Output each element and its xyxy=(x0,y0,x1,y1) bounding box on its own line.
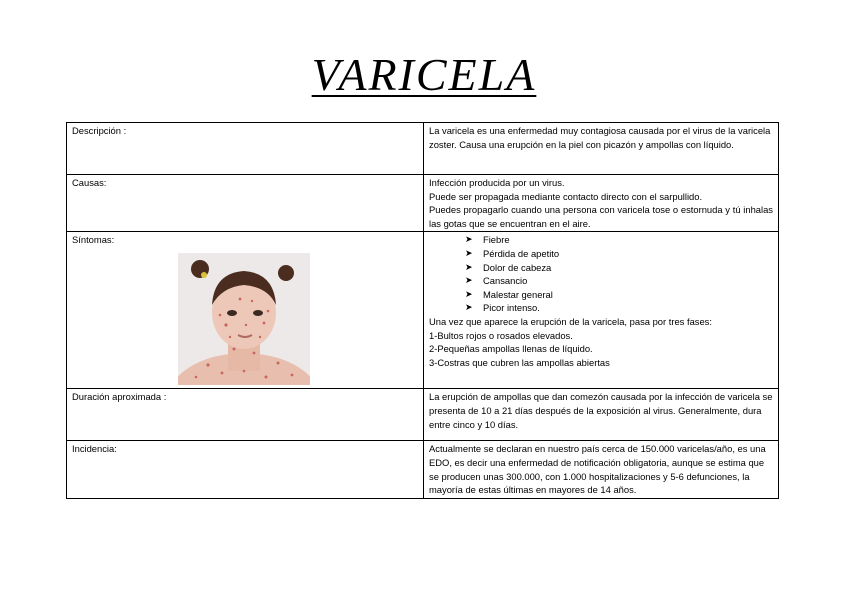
list-item: ➤ Pérdida de apetito xyxy=(465,247,560,259)
arrow-bullet-icon: ➤ xyxy=(465,302,473,313)
list-item: ➤ Cansancio xyxy=(465,275,528,287)
arrow-bullet-icon: ➤ xyxy=(465,275,473,286)
causas-line: Puedes propagarlo cuando una persona con varicela tose o estornuda y tú inhalas las gotas que se encuentran en el aire. xyxy=(429,204,773,229)
arrow-bullet-icon: ➤ xyxy=(465,261,473,272)
label-causas: Causas: xyxy=(67,175,424,232)
arrow-bullet-icon: ➤ xyxy=(465,288,473,299)
value-causas xyxy=(424,175,779,232)
sintomas-line: Una vez que aparece la erupción de la varicela, pasa por tres fases: xyxy=(429,315,712,327)
sintomas-line: 3-Costras que cubren las ampollas abiertas xyxy=(429,356,610,368)
row-descripcion xyxy=(67,123,779,175)
label-descripcion: Descripción : xyxy=(67,123,424,175)
causas-line: Puede ser propagada mediante contacto directo con el sarpullido. xyxy=(429,190,703,202)
info-table xyxy=(66,122,779,499)
value-duracion: La erupción de ampollas que dan comezón causada por la infección de varicela se presenta de 10 a 21 días después de la exposición al virus. Generalmente, dura entre cinco y 10 días. xyxy=(424,389,779,441)
symptom-list xyxy=(429,233,773,315)
value-sintomas xyxy=(424,232,779,389)
causas-line: Infección producida por un virus. xyxy=(429,177,565,188)
list-item: ➤ Malestar general xyxy=(465,288,553,300)
page-title: VARICELA xyxy=(311,49,537,100)
sintomas-line: 1-Bultos rojos o rosados elevados. xyxy=(429,329,573,341)
list-item: ➤ Picor intenso. xyxy=(465,302,540,314)
list-item: ➤ Fiebre xyxy=(465,234,510,246)
row-duracion xyxy=(67,389,779,441)
child-photo xyxy=(178,253,310,385)
value-descripcion: La varicela es una enfermedad muy contagiosa causada por el virus de la varicela zoster. Causa una erupción en la piel con picazón y ampollas con líquido. xyxy=(424,123,779,175)
arrow-bullet-icon: ➤ xyxy=(465,247,473,258)
row-causas xyxy=(67,175,779,232)
label-sintomas-cell xyxy=(67,232,424,389)
label-incidencia: Incidencia: xyxy=(67,441,424,498)
arrow-bullet-icon: ➤ xyxy=(465,234,473,245)
label-sintomas: Síntomas: xyxy=(72,234,115,246)
row-sintomas xyxy=(67,232,779,389)
sintomas-line: 2-Pequeñas ampollas llenas de líquido. xyxy=(429,343,593,355)
list-item: ➤ Dolor de cabeza xyxy=(465,261,552,273)
row-incidencia xyxy=(67,441,779,498)
value-incidencia: Actualmente se declaran en nuestro país cerca de 150.000 varicelas/año, es una EDO, es decir una enfermedad de notificación obligatoria, aunque se estima que se producen unas 300.000, con 1.000 hospitalizaciones y 5-6 defunciones, la mayoría de estas últimas en mayores de 14 años. xyxy=(424,441,779,498)
label-duracion: Duración aproximada : xyxy=(67,389,424,441)
